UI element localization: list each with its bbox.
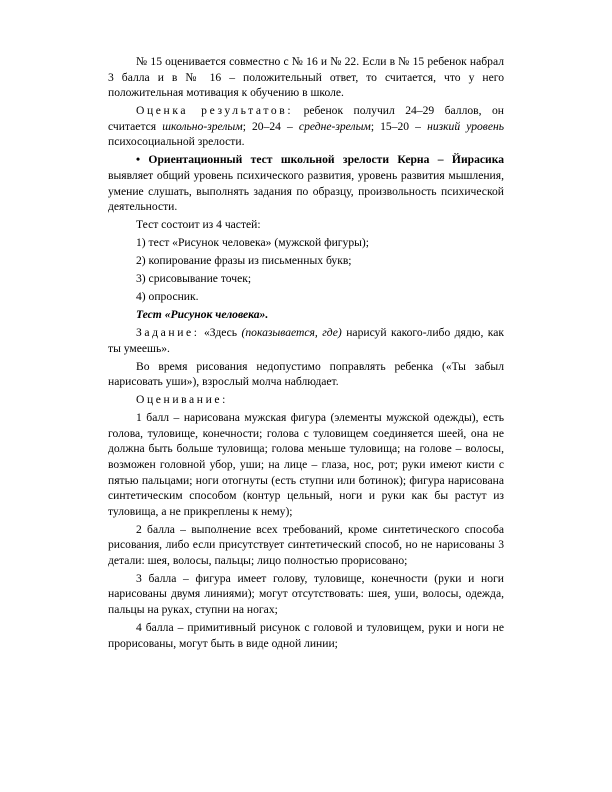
results-italic-1: школьно-зрелым [162,119,243,133]
grading-label: Оценивание: [136,393,228,407]
results-label: Оценка результатов: [136,104,294,118]
test-title: Тест «Рисунок человека». [136,308,269,322]
paragraph-kern-test [108,152,504,214]
task-italic: (показывается, где) [241,326,342,340]
grade-item: 2 балла – выполнение всех требований, кроме синтетического способа рисования, либо если присутствует синтетический способ, но не нарисованы 3 детали: шея, волосы, пальцы; лицо полностью прорисовано; [108,522,504,567]
grade-item: 1 балл – нарисована мужская фигура (элементы мужской одежды), есть голова, туловище, конечности; голова с туловищем соединяется шеей, она не должна быть больше туловища; голова меньше туловища; на голове – волосы, возможен головной убор, уши; на лице – глаза, нос, рот; руки имеют кисти с пятью пальцами; ноги отогнуты (есть ступни или ботинок); фигура нарисована синтетическим способом (контур цельный, ноги и руки как бы растут из туловища, а не прикреплены к нему); [108,411,504,518]
results-italic-2: средне-зрелым [298,119,371,133]
task-text-1: «Здесь [199,326,242,340]
list-item: 1) тест «Рисунок человека» (мужской фигуры); [136,236,370,250]
bullet-icon: • [136,153,141,167]
list-item: 2) копирование фразы из письменных букв; [136,254,352,268]
results-text-4: психосоциальной зрелости. [108,135,245,149]
grade-item: 4 балла – примитивный рисунок с головой и туловищем, руки и ноги не прорисованы, могут быть в виде одной линии; [108,621,504,650]
paragraph-drawing-note: Во время рисования недопустимо поправлять ребенка («Ты забыл нарисовать уши»), взрослый молча наблюдает. [108,359,504,389]
kern-test-title: Ориентационный тест школьной зрелости Керна – Йирасика [140,153,504,167]
paragraph-results [108,103,504,150]
task-label: Задание: [136,326,200,340]
kern-test-description: выявляет общий уровень психического развития, уровень развития мышления, умение слушать, выполнять задания по образцу, произвольность психической деятельности. [108,168,504,214]
paragraph-item-15: № 15 оценивается совместно с № 16 и № 22. Если в № 15 ребенок набрал 3 балла и в № 16 – положительный ответ, то считается, что у него положительная мотивация к обучению в школе. [108,55,504,100]
results-text-3: ; 15–20 – [370,119,428,133]
parts-intro: Тест состоит из 4 частей: [136,218,261,232]
results-italic-3: низкий уровень [427,119,505,133]
list-item: 3) срисовывание точек; [136,272,252,286]
list-item: 4) опросник. [136,290,199,304]
grade-item: 3 балла – фигура имеет голову, туловище, конечности (руки и ноги нарисованы двумя линиями); могут отсутствовать: шея, уши, волосы, одежда, пальцы на руках, ступни на ногах; [108,571,504,617]
results-text-1: ребенок получил 24–29 баллов, он считается [108,104,504,133]
results-text-2: ; 20–24 – [242,119,299,133]
paragraph-task [108,325,504,356]
task-text-2: нарисуй какого-либо дядю, как ты умеешь». [108,326,505,355]
page-text [108,54,504,651]
